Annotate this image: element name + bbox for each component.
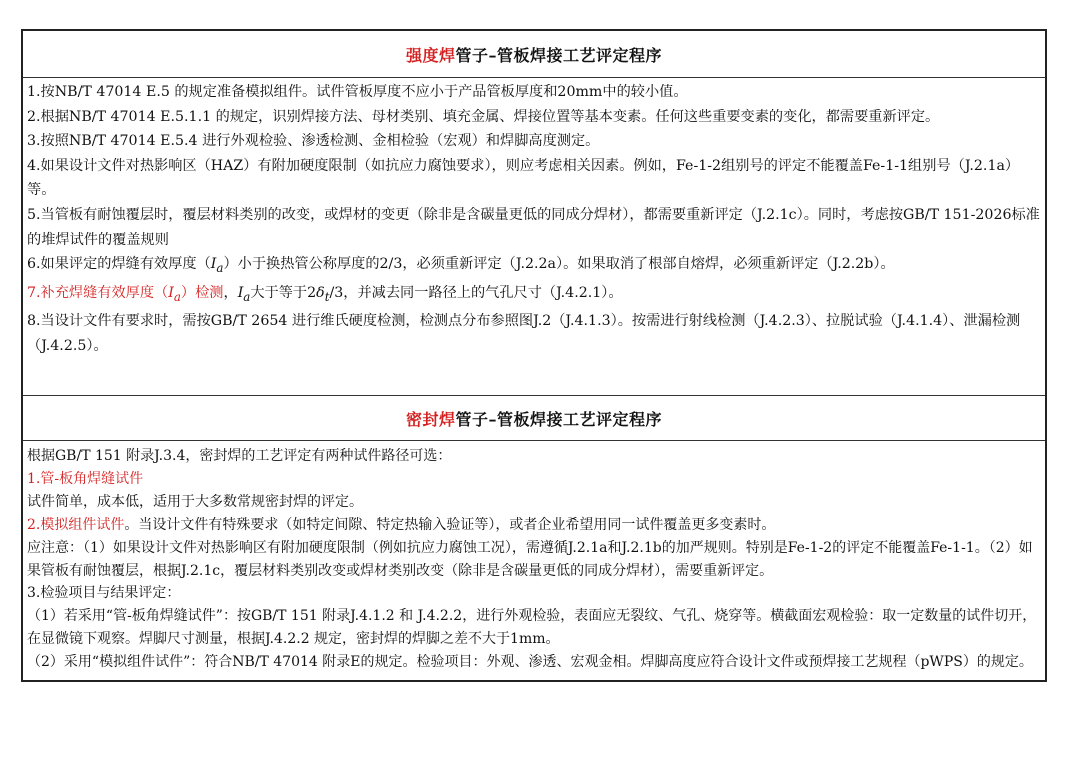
section1-item-8: 8.当设计文件有要求时，需按GB/T 2654 进行维氏硬度检测，检测点分布参照图J.2（J.4.1.3）。按需进行射线检测（J.4.2.3）、拉脱试验（J.4.1.4）、泄漏检测（J.4.2.5）。 — [27, 313, 1021, 354]
item7-red-subscript: a — [173, 289, 181, 304]
section2-note: 应注意：（1）如果设计文件对热影响区有附加硬度限制（例如抗应力腐蚀工况），需遵循J.2.1a和J.2.1b的加严规则。特别是Fe-1-2的评定不能覆盖Fe-1-1。（2）如果管板有耐蚀覆层，根据J.2.1c，覆层材料类别改变或焊材类别改变（除非是含碳量更低的同成分焊材），需要重新评定。 — [27, 539, 1033, 579]
item7-comma: ， — [223, 284, 238, 301]
item7-red-b: ）检测 — [180, 284, 224, 301]
section2-title-rest: 管子–管板焊接工艺评定程序 — [455, 409, 663, 429]
item7-red-a: 7.补充焊缝有效厚度（ — [27, 284, 169, 301]
item7-symbol: I — [237, 284, 244, 301]
section2-item3: 3.检验项目与结果评定： — [27, 585, 181, 602]
section1-item-6 — [27, 252, 1041, 280]
section1-item-5: 5.当管板有耐蚀覆层时，覆层材料类别的改变，或焊材的变更（除非是含碳量更低的同成分焊材），都需要重新评定（J.2.1c）。同时，考虑按GB/T 151-2026标准的堆焊试件的覆盖规则 — [27, 206, 1040, 248]
item7-red-symbol: I — [168, 284, 174, 301]
section1-item-1: 1.按NB/T 47014 E.5 的规定准备模拟组件。试件管板厚度不应小于产品管板厚度和20mm中的较小值。 — [27, 84, 688, 100]
item7-text-a: 大于等于2 — [250, 284, 317, 301]
section2-option1-title: 1.管-板角焊缝试件 — [27, 470, 144, 487]
item6-text-b: ）小于换热管公称厚度的2/3，必须重新评定（J.2.2a）。如果取消了根部自熔焊，必须重新评定（J.2.2b）。 — [223, 256, 895, 273]
section1-title-rest: 管子–管板焊接工艺评定程序 — [455, 45, 663, 65]
item7-delta-subscript: t — [324, 289, 330, 304]
procedure-table — [21, 29, 1047, 682]
section2-body — [23, 441, 1045, 680]
section1-title — [23, 31, 1045, 78]
section2-sub2: （2）采用“模拟组件试件”：符合NB/T 47014 附录E的规定。检验项目：外观、渗透、宏观金相。焊脚高度应符合设计文件或预焊接工艺规程（pWPS）的规定。 — [27, 654, 1033, 671]
section1-body — [23, 78, 1045, 396]
section2-intro: 根据GB/T 151 附录J.3.4，密封焊的工艺评定有两种试件路径可选： — [27, 448, 452, 464]
section2-title-red: 密封焊 — [405, 409, 456, 429]
item6-text-a: 6.如果评定的焊缝有效厚度（ — [27, 256, 211, 273]
section2-title — [23, 396, 1045, 441]
section2-option2 — [27, 514, 1041, 537]
section2-option2-title: 2.模拟组件试件 — [27, 516, 125, 533]
section1-item-4: 4.如果设计文件对热影响区（HAZ）有附加硬度限制（如抗应力腐蚀要求），则应考虑相关因素。例如，Fe-1-2组别号的评定不能覆盖Fe-1-1组别号（J.2.1a）等。 — [27, 157, 1020, 199]
section1-item-3: 3.按照NB/T 47014 E.5.4 进行外观检验、渗透检测、金相检验（宏观）和焊脚高度测定。 — [27, 133, 600, 150]
item6-symbol: I — [210, 256, 217, 273]
section2-option1-desc: 试件简单，成本低，适用于大多数常规密封焊的评定。 — [27, 493, 363, 510]
section1-item-7 — [27, 281, 1041, 309]
item6-subscript: a — [216, 260, 224, 275]
section2-sub1: （1）若采用“管-板角焊缝试件”：按GB/T 151 附录J.4.1.2 和 J.4.2.2，进行外观检验，表面应无裂纹、气孔、烧穿等。横截面宏观检验：取一定数量的试件切开，在显微镜下观察。焊脚尺寸测量，根据J.4.2.2 规定，密封焊的焊脚之差不大于1mm。 — [27, 608, 1037, 648]
item7-delta: δ — [316, 284, 325, 301]
section2-option2-desc: 。当设计文件有特殊要求（如特定间隙、特定热输入验证等），或者企业希望用同一试件覆盖更多变素时。 — [124, 516, 776, 533]
section1-item-2: 2.根据NB/T 47014 E.5.1.1 的规定，识别焊接方法、母材类别、填充金属、焊接位置等基本变素。任何这些重要变素的变化，都需要重新评定。 — [27, 108, 940, 125]
section1-title-red: 强度焊 — [405, 45, 456, 65]
item7-subscript: a — [243, 289, 251, 304]
item7-text-b: /3，并减去同一路径上的气孔尺寸（J.4.2.1）。 — [329, 284, 623, 301]
